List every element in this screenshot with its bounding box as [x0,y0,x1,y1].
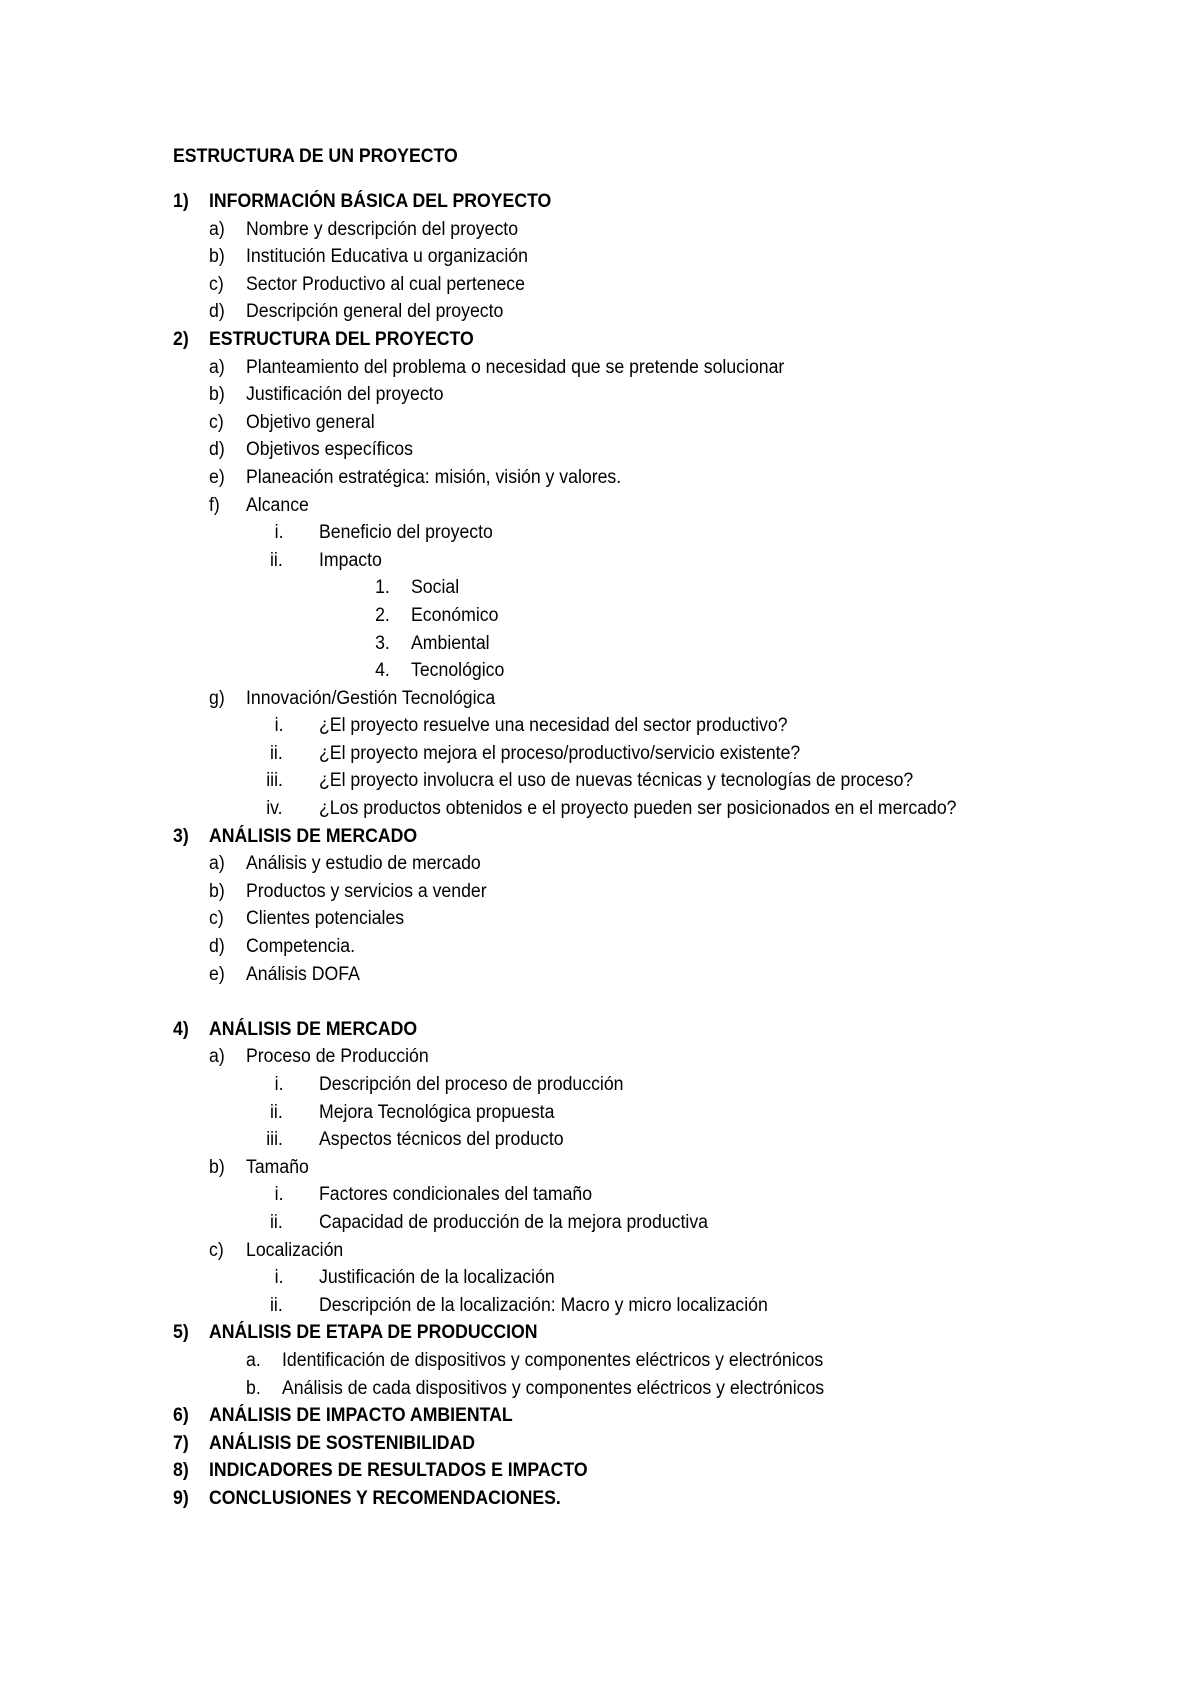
sub-item-marker: ii. [270,549,283,571]
sub-sub-item [0,657,1200,685]
list-item [0,685,1200,713]
section-number: 1) [173,191,189,212]
item-marker: b. [246,1377,261,1399]
section-title: ANÁLISIS DE SOSTENIBILIDAD [209,1432,476,1454]
item-text: Nombre y descripción del proyecto [246,218,519,240]
list-item [0,492,1200,520]
section-title: ANÁLISIS DE IMPACTO AMBIENTAL [209,1405,513,1427]
section-title: ANÁLISIS DE MERCADO [209,825,418,847]
section-title: INDICADORES DE RESULTADOS E IMPACTO [209,1460,588,1482]
item-marker: c) [209,273,224,295]
list-item [0,381,1200,409]
item-text: Innovación/Gestión Tecnológica [246,687,496,709]
sub-item [0,712,1200,740]
item-text: Análisis de cada dispositivos y componentes eléctricos y electrónicos [282,1377,825,1399]
sub-sub-item-text: Económico [411,604,499,626]
item-text: Sector Productivo al cual pertenece [246,273,525,295]
sub-item-text: Aspectos técnicos del producto [319,1129,564,1151]
list-item [0,271,1200,299]
sub-sub-item-marker: 4. [375,660,390,682]
list-item [0,1375,1200,1403]
sub-item [0,1071,1200,1099]
item-marker: c) [209,1239,224,1261]
sub-item-marker: i. [274,715,283,737]
section-heading [0,1485,1200,1513]
item-text: Clientes potenciales [246,908,405,930]
sub-item-marker: ii. [270,1294,283,1316]
sub-sub-item-text: Tecnológico [411,660,505,682]
item-marker: a) [209,853,225,875]
sub-item [0,1292,1200,1320]
section-title: ANÁLISIS DE MERCADO [209,1018,418,1040]
item-text: Planteamiento del problema o necesidad que se pretende solucionar [246,356,785,378]
section-number: 8) [173,1460,189,1482]
sub-item [0,740,1200,768]
sub-item-marker: iii. [266,770,283,792]
document-title: ESTRUCTURA DE UN PROYECTO [173,146,458,167]
item-marker: b) [209,246,225,268]
list-item [0,1043,1200,1071]
sub-item-text: Mejora Tecnológica propuesta [319,1101,555,1123]
item-marker: d) [209,301,225,323]
sub-sub-item [0,630,1200,658]
outline-list [0,188,1200,1513]
item-marker: b) [209,1156,225,1178]
item-text: Localización [246,1239,344,1261]
section-heading [0,326,1200,354]
item-marker: a) [209,218,225,240]
sub-item-text: Capacidad de producción de la mejora productiva [319,1211,708,1233]
sub-item [0,767,1200,795]
sub-item [0,1126,1200,1154]
sub-item-marker: i. [274,1184,283,1206]
item-text: Productos y servicios a vender [246,880,487,902]
item-marker: e) [209,466,225,488]
section-heading [0,1457,1200,1485]
list-item [0,850,1200,878]
sub-item-text: Justificación de la localización [319,1267,555,1289]
item-text: Justificación del proyecto [246,384,444,406]
sub-item-marker: ii. [270,1101,283,1123]
sub-sub-item-marker: 2. [375,604,390,626]
item-text: Competencia. [246,936,356,958]
item-text: Análisis DOFA [246,963,360,985]
sub-item-marker: ii. [270,1211,283,1233]
item-marker: d) [209,439,225,461]
item-marker: b) [209,880,225,902]
item-marker: b) [209,384,225,406]
sub-item-text: Descripción del proceso de producción [319,1074,624,1095]
sub-item-text: Descripción de la localización: Macro y micro localización [319,1294,768,1316]
list-item [0,409,1200,437]
item-marker: f) [209,494,220,516]
item-text: Objetivo general [246,411,375,433]
item-text: Proceso de Producción [246,1046,429,1068]
sub-item [0,519,1200,547]
list-item [0,961,1200,989]
section-title: ANÁLISIS DE ETAPA DE PRODUCCION [209,1322,538,1344]
list-item [0,905,1200,933]
section-number: 5) [173,1322,189,1344]
section-number: 2) [173,328,189,350]
section-title: CONCLUSIONES Y RECOMENDACIONES. [209,1487,561,1509]
list-item [0,464,1200,492]
section-number: 4) [173,1018,189,1040]
list-item [0,1237,1200,1265]
sub-item-marker: i. [274,522,283,544]
sub-item-marker: ii. [270,742,283,764]
item-marker: e) [209,963,225,985]
sub-item-text: ¿Los productos obtenidos e el proyecto pueden ser posicionados en el mercado? [319,798,957,820]
item-text: Planeación estratégica: misión, visión y valores. [246,466,622,488]
sub-item [0,547,1200,575]
section-number: 6) [173,1405,189,1427]
sub-item-marker: iv. [266,798,283,820]
item-text: Identificación de dispositivos y componentes eléctricos y electrónicos [282,1349,824,1371]
sub-item-marker: i. [274,1074,283,1095]
item-text: Análisis y estudio de mercado [246,853,481,875]
item-marker: g) [209,687,225,709]
sub-sub-item-text: Social [411,577,460,599]
sub-item [0,1099,1200,1127]
sub-sub-item [0,602,1200,630]
section-title: ESTRUCTURA DEL PROYECTO [209,328,474,350]
list-item [0,1347,1200,1375]
sub-item-marker: i. [274,1267,283,1289]
sub-sub-item-marker: 1. [375,577,390,599]
sub-sub-item-marker: 3. [375,632,390,654]
item-text: Objetivos específicos [246,439,413,461]
section-heading [0,823,1200,851]
sub-item-text: ¿El proyecto involucra el uso de nuevas técnicas y tecnologías de proceso? [319,770,914,792]
sub-item-text: Factores condicionales del tamaño [319,1184,593,1206]
list-item [0,298,1200,326]
section-title: INFORMACIÓN BÁSICA DEL PROYECTO [209,191,552,212]
sub-sub-item-text: Ambiental [411,632,490,654]
sub-item [0,1209,1200,1237]
section-number: 7) [173,1432,189,1454]
item-text: Alcance [246,494,309,516]
sub-item-text: ¿El proyecto mejora el proceso/productivo/servicio existente? [319,742,801,764]
item-text: Tamaño [246,1156,309,1178]
section-heading [0,1016,1200,1044]
list-item [0,243,1200,271]
section-heading [0,1319,1200,1347]
sub-item [0,795,1200,823]
section-heading [0,188,1200,216]
sub-sub-item [0,574,1200,602]
item-text: Institución Educativa u organización [246,246,528,268]
sub-item [0,1181,1200,1209]
list-item [0,216,1200,244]
item-marker: a) [209,1046,225,1068]
section-heading [0,1430,1200,1458]
item-marker: a) [209,356,225,378]
sub-item-text: Impacto [319,549,382,571]
section-number: 9) [173,1487,189,1509]
item-marker: d) [209,936,225,958]
sub-item-text: ¿El proyecto resuelve una necesidad del sector productivo? [319,715,788,737]
list-item [0,1154,1200,1182]
item-marker: c) [209,908,224,930]
item-marker: a. [246,1349,261,1371]
section-number: 3) [173,825,189,847]
list-item [0,354,1200,382]
item-text: Descripción general del proyecto [246,301,504,323]
item-marker: c) [209,411,224,433]
sub-item-text: Beneficio del proyecto [319,522,493,544]
sub-item [0,1264,1200,1292]
list-item [0,436,1200,464]
section-heading [0,1402,1200,1430]
list-item [0,933,1200,961]
sub-item-marker: iii. [266,1129,283,1151]
list-item [0,878,1200,906]
